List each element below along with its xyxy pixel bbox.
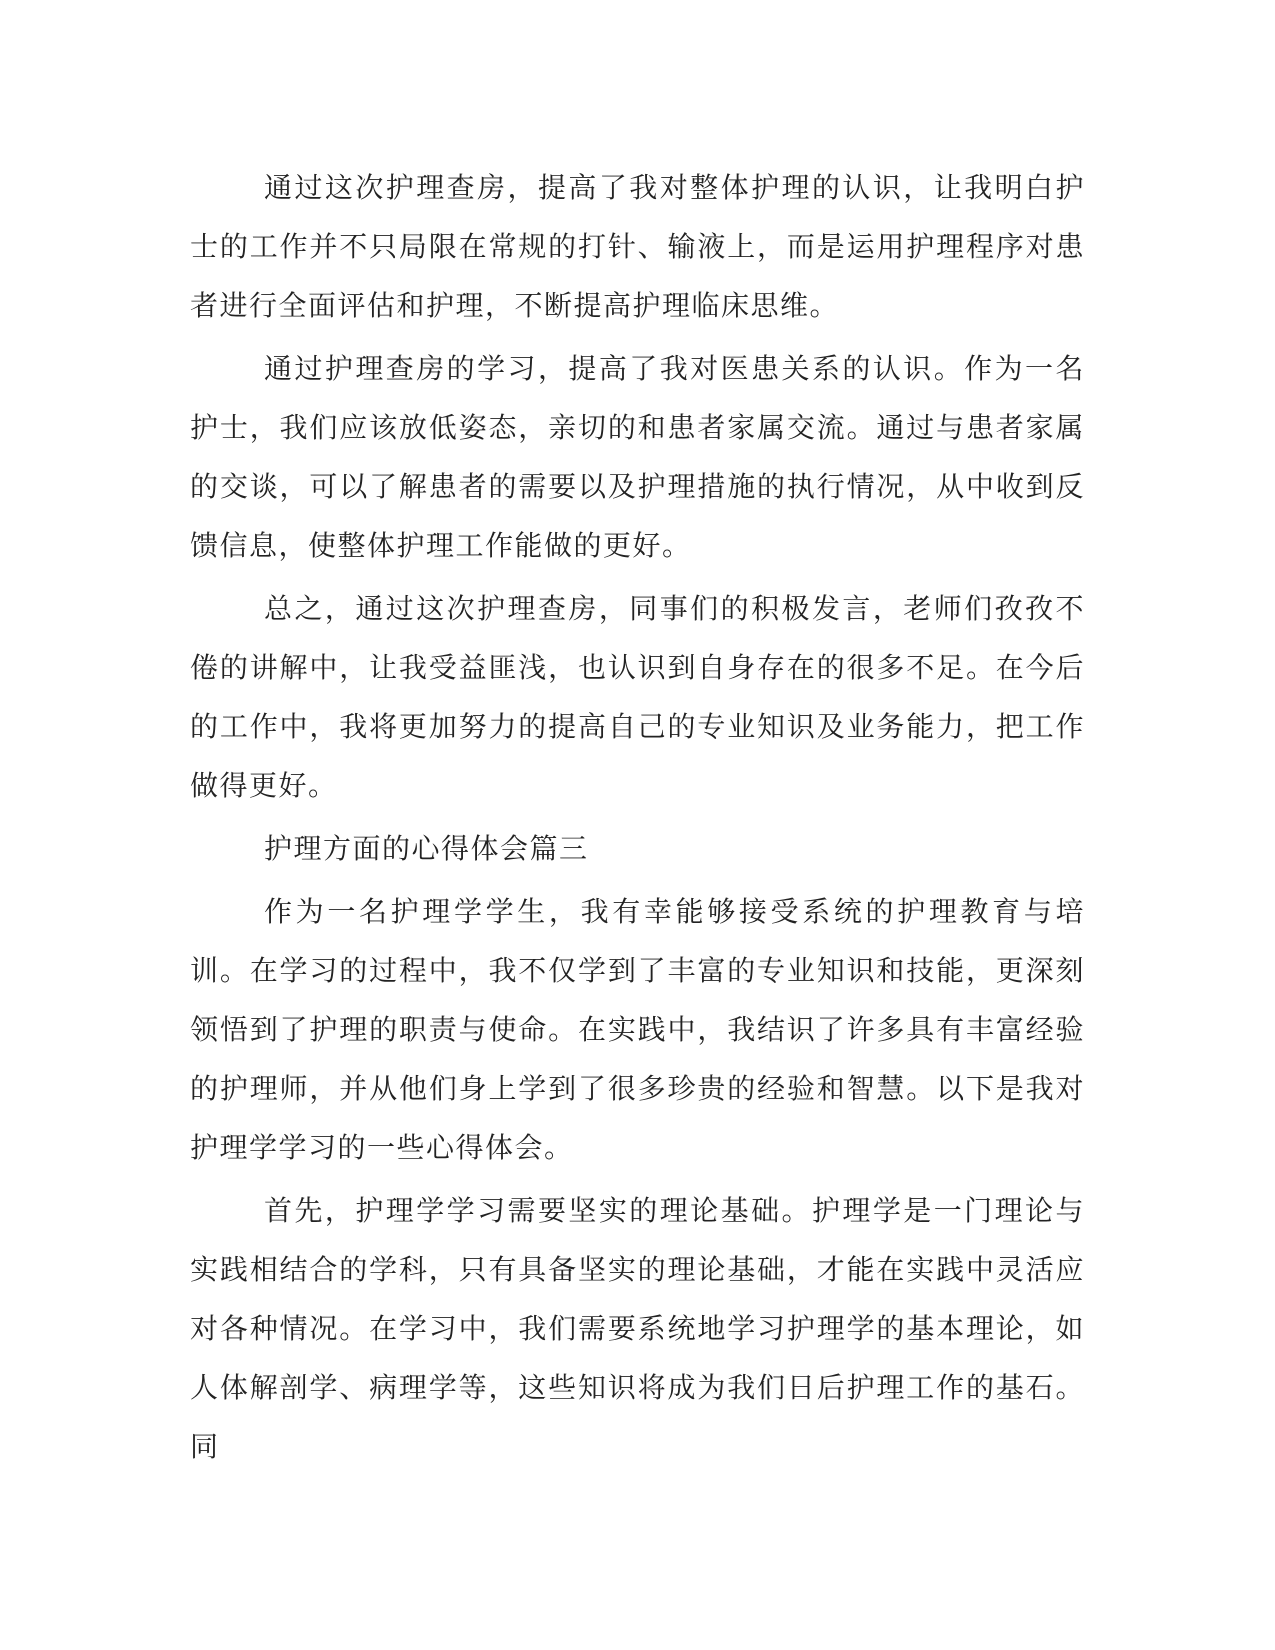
section-paragraph-1: 作为一名护理学学生，我有幸能够接受系统的护理教育与培训。在学习的过程中，我不仅学到了丰富的专业知识和技能，更深刻领悟到了护理的职责与使命。在实践中，我结识了许多具有丰富经验的护理师，并从他们身上学到了很多珍贵的经验和智慧。以下是我对护理学学习的一些心得体会。 (190, 895, 1085, 1164)
paragraph-3: 总之，通过这次护理查房，同事们的积极发言，老师们孜孜不倦的讲解中，让我受益匪浅，也认识到自身存在的很多不足。在今后的工作中，我将更加努力的提高自己的专业知识及业务能力，把工作做得更好。 (190, 592, 1085, 802)
section-heading: 护理方面的心得体会篇三 (264, 832, 589, 865)
paragraph-1: 通过这次护理查房，提高了我对整体护理的认识，让我明白护士的工作并不只局限在常规的打针、输液上，而是运用护理程序对患者进行全面评估和护理，不断提高护理临床思维。 (190, 171, 1085, 322)
paragraph-2: 通过护理查房的学习，提高了我对医患关系的认识。作为一名护士，我们应该放低姿态，亲切的和患者家属交流。通过与患者家属的交谈，可以了解患者的需要以及护理措施的执行情况，从中收到反馈信息，使整体护理工作能做的更好。 (190, 352, 1085, 562)
section-paragraph-2: 首先，护理学学习需要坚实的理论基础。护理学是一门理论与实践相结合的学科，只有具备坚实的理论基础，才能在实践中灵活应对各种情况。在学习中，我们需要系统地学习护理学的基本理论，如人体解剖学、病理学等，这些知识将成为我们日后护理工作的基石。同 (190, 1194, 1085, 1463)
document-body (190, 158, 1085, 1480)
